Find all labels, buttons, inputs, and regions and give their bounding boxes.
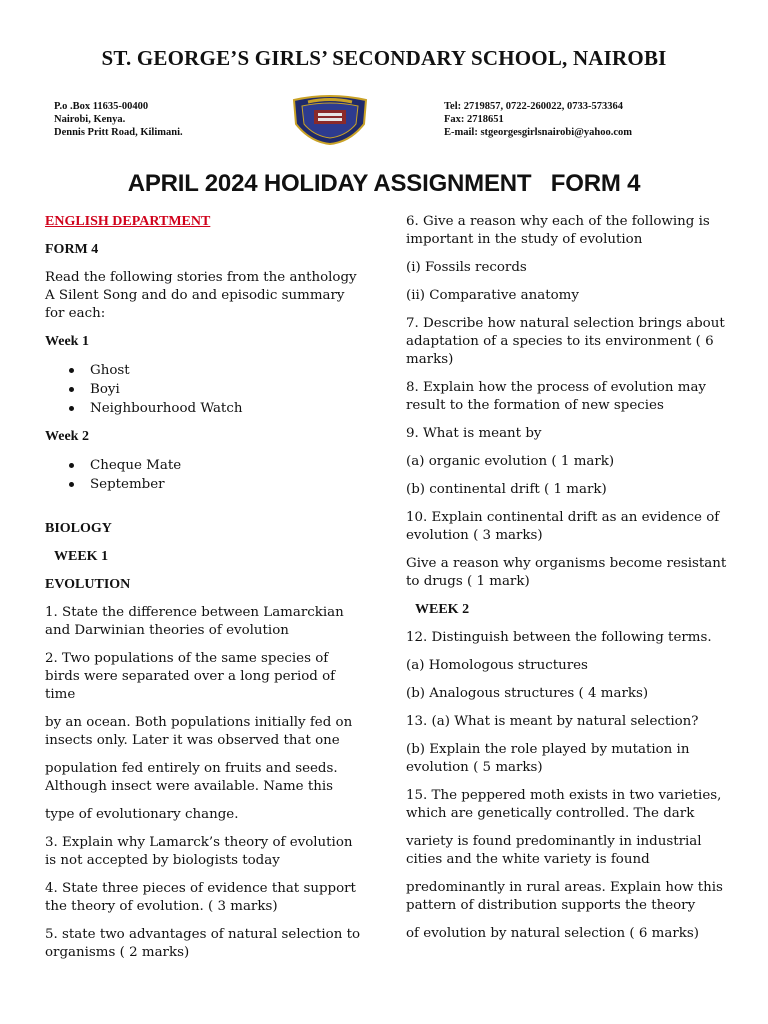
question-item: 4. State three pieces of evidence that support the theory of evolution. ( 3 marks) [45, 881, 356, 914]
address-line: Dennis Pritt Road, Kilimani. [54, 127, 183, 138]
school-address [54, 100, 183, 139]
question-item: 9. What is meant by [406, 426, 542, 441]
week1-story-list [45, 361, 365, 418]
biology-week1-label: WEEK 1 [54, 549, 109, 564]
week2-story-list [45, 456, 365, 494]
question-item: population fed entirely on fruits and seeds. Although insect were available. Name this [45, 761, 338, 794]
right-column [406, 213, 736, 953]
list-item: Neighbourhood Watch [90, 399, 365, 418]
form-label: FORM 4 [45, 242, 99, 257]
evolution-topic: EVOLUTION [45, 577, 131, 592]
question-item: (b) continental drift ( 1 mark) [406, 482, 607, 497]
question-item: predominantly in rural areas. Explain how this pattern of distribution supports the theory [406, 880, 723, 913]
question-item: 13. (a) What is meant by natural selection? [406, 714, 699, 729]
left-column [45, 213, 365, 972]
question-item: 1. State the difference between Lamarckian and Darwinian theories of evolution [45, 605, 344, 638]
list-item: Ghost [90, 361, 365, 380]
question-item: of evolution by natural selection ( 6 marks) [406, 926, 699, 941]
question-item: (ii) Comparative anatomy [406, 288, 579, 303]
question-item: by an ocean. Both populations initially fed on insects only. Later it was observed that one [45, 715, 353, 748]
question-item: 15. The peppered moth exists in two varieties, which are genetically controlled. The dark [406, 788, 722, 821]
school-crest-icon [290, 94, 370, 146]
school-contacts [444, 100, 632, 139]
english-instruction: Read the following stories from the anthology A Silent Song and do and episodic summary for each: [45, 270, 357, 321]
list-item: Boyi [90, 380, 365, 399]
question-item: 7. Describe how natural selection brings about adaptation of a species to its environment ( 6 marks) [406, 316, 725, 367]
biology-week2-label: WEEK 2 [415, 602, 470, 617]
list-item: September [90, 475, 365, 494]
question-item: (i) Fossils records [406, 260, 527, 275]
question-item: 10. Explain continental drift as an evidence of evolution ( 3 marks) [406, 510, 720, 543]
question-item: variety is found predominantly in industrial cities and the white variety is found [406, 834, 702, 867]
question-item: (b) Explain the role played by mutation in evolution ( 5 marks) [406, 742, 690, 775]
contact-line: Fax: 2718651 [444, 114, 504, 125]
english-department-heading: ENGLISH DEPARTMENT [45, 214, 211, 229]
week1-label: Week 1 [45, 334, 89, 349]
list-item: Cheque Mate [90, 456, 365, 475]
question-item: 6. Give a reason why each of the following is important in the study of evolution [406, 214, 710, 247]
contact-line: Tel: 2719857, 0722-260022, 0733-573364 [444, 101, 623, 112]
question-item: 3. Explain why Lamarck’s theory of evolution is not accepted by biologists today [45, 835, 353, 868]
question-item: 5. state two advantages of natural selection to organisms ( 2 marks) [45, 927, 361, 960]
question-item: type of evolutionary change. [45, 807, 239, 822]
address-line: Nairobi, Kenya. [54, 114, 126, 125]
question-item: (a) organic evolution ( 1 mark) [406, 454, 615, 469]
question-item: (b) Analogous structures ( 4 marks) [406, 686, 649, 701]
biology-heading: BIOLOGY [45, 521, 112, 536]
school-name: ST. GEORGE’S GIRLS’ SECONDARY SCHOOL, NAIROBI [101, 46, 667, 70]
week2-label: Week 2 [45, 429, 89, 444]
address-line: P.o .Box 11635-00400 [54, 101, 149, 112]
contact-line: E-mail: stgeorgesgirlsnairobi@yahoo.com [444, 127, 633, 138]
question-item: (a) Homologous structures [406, 658, 588, 673]
question-item: Give a reason why organisms become resistant to drugs ( 1 mark) [406, 556, 727, 589]
question-item: 8. Explain how the process of evolution may result to the formation of new species [406, 380, 706, 413]
question-item: 12. Distinguish between the following terms. [406, 630, 712, 645]
assignment-title: APRIL 2024 HOLIDAY ASSIGNMENT FORM 4 [127, 170, 641, 197]
question-item: 2. Two populations of the same species of birds were separated over a long period of time [45, 651, 336, 702]
